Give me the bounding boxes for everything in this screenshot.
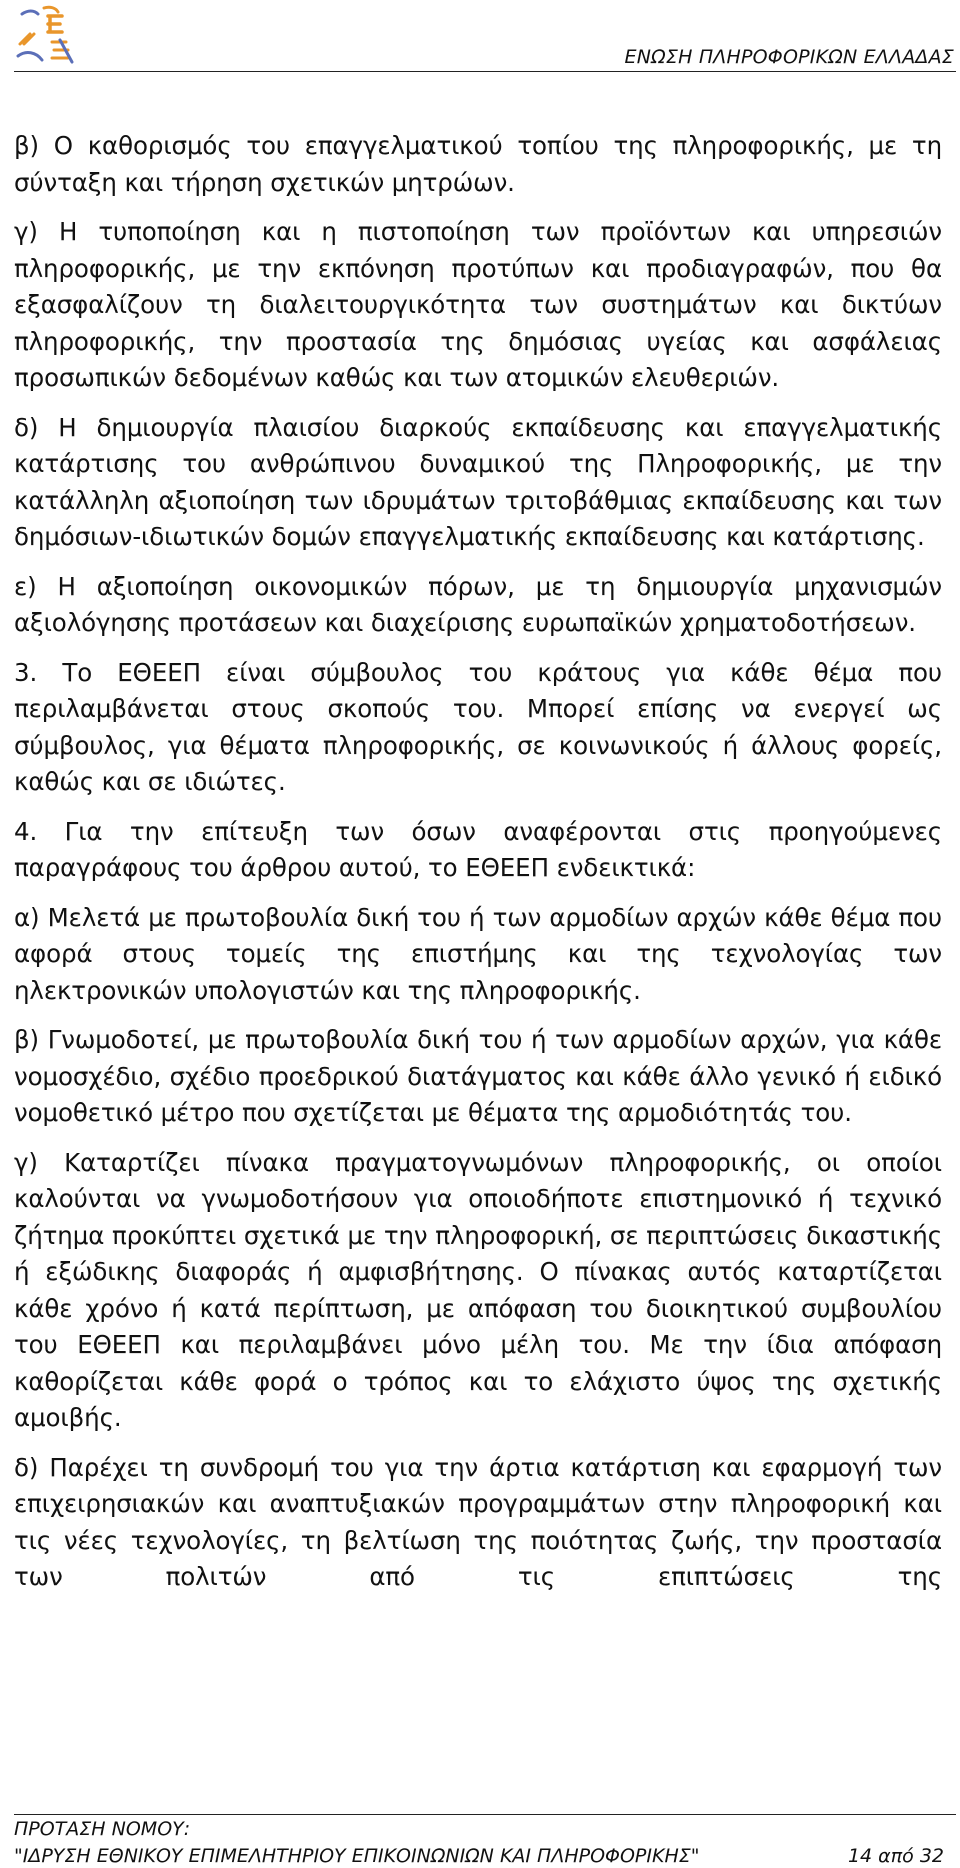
paragraph: 3. Το ΕΘΕΕΠ είναι σύμβουλος του κράτους για κάθε θέμα που περιλαμβάνεται στους σκοπούς του. Μπορεί επίσης να ενεργεί ως σύμβουλος, για θέματα πληροφορικής, σε κοινωνικούς ή άλλους φορείς, καθώς και σε ιδιώτες. — [14, 657, 942, 796]
footer-subject: "ΙΔΡΥΣΗ ΕΘΝΙΚΟΥ ΕΠΙΜΕΛΗΤΗΡΙΟΥ ΕΠΙΚΟΙΝΩΝΙΩΝ ΚΑΙ ΠΛΗΡΟΦΟΡΙΚΗΣ" — [14, 1845, 700, 1867]
paragraph: α) Μελετά με πρωτοβουλία δική του ή των αρμοδίων αρχών κάθε θέμα που αφορά στους τομείς της επιστήμης και της τεχνολογίας των ηλεκτρονικών υπολογιστών και της πληροφορικής. — [14, 902, 942, 1005]
paragraph: γ) Καταρτίζει πίνακα πραγματογνωμόνων πληροφορικής, οι οποίοι καλούνται να γνωμοδοτήσουν για οποιοδήποτε επιστημονικό ή τεχνικό ζήτημα προκύπτει σχετικά με την πληροφορική, σε περιπτώσεις δικαστικής ή εξώδικης διαφοράς ή αμφισβήτησης. Ο πίνακας αυτός καταρτίζεται κάθε χρόνο ή κατά περίπτωση, με απόφαση του διοικητικού συμβουλίου του ΕΘΕΕΠ και περιλαμβάνει μόνο μέλη του. Με την ίδια απόφαση καθορίζεται κάθε φορά ο τρόπος και το ελάχιστο ύψος της σχετικής αμοιβής. — [14, 1147, 942, 1432]
paragraph: γ) Η τυποποίηση και η πιστοποίηση των προϊόντων και υπηρεσιών πληροφορικής, με την εκπόνηση προτύπων και προδιαγραφών, που θα εξασφαλίζουν τη διαλειτουργικότητα των συστημάτων και δικτύων πληροφορικής, την προστασία της δημόσιας υγείας και ασφάλειας προσωπικών δεδομένων καθώς και των ατομικών ελευθεριών. — [14, 217, 942, 392]
paragraph: β) Γνωμοδοτεί, με πρωτοβουλία δική του ή των αρμοδίων αρχών, για κάθε νομοσχέδιο, σχέδιο προεδρικού διατάγματος και κάθε άλλο γενικό ή ειδικό νομοθετικό μέτρο που σχετίζεται με θέματα της αρμοδιότητάς του. — [14, 1025, 942, 1127]
footer-label: ΠΡΟΤΑΣΗ ΝΟΜΟΥ: — [14, 1818, 191, 1840]
page-number: 14 από 32 — [847, 1845, 944, 1867]
paragraph: δ) Παρέχει τη συνδρομή του για την άρτια κατάρτιση και εφαρμογή των επιχειρησιακών και αναπτυξιακών προγραμμάτων στην πληροφορική και τις νέες τεχνολογίες, τη βελτίωση της ποιότητας ζωής, την προστασία των πολιτών από τις επιπτώσεις της — [14, 1452, 942, 1591]
document-body — [14, 128, 942, 1609]
paragraph: ε) Η αξιοποίηση οικονομικών πόρων, με τη δημιουργία μηχανισμών αξιολόγησης προτάσεων και διαχείρισης ευρωπαϊκών χρηματοδοτήσεων. — [14, 571, 942, 637]
paragraph: 4. Για την επίτευξη των όσων αναφέρονται στις προηγούμενες παραγράφους του άρθρου αυτού, το ΕΘΕΕΠ ενδεικτικά: — [14, 816, 942, 882]
paragraph: β) Ο καθορισμός του επαγγελματικού τοπίου της πληροφορικής, με τη σύνταξη και τήρηση σχετικών μητρώων. — [14, 131, 942, 197]
epe-logo-icon — [14, 4, 86, 68]
footer-divider — [14, 1814, 956, 1815]
page-header — [14, 0, 958, 72]
header-divider — [14, 71, 956, 72]
header-title: ΕΝΩΣΗ ΠΛΗΡΟΦΟΡΙΚΩΝ ΕΛΛΑΔΑΣ — [624, 46, 954, 68]
paragraph: δ) Η δημιουργία πλαισίου διαρκούς εκπαίδευσης και επαγγελματικής κατάρτισης του ανθρώπινου δυναμικού της Πληροφορικής, με την κατάλληλη αξιοποίηση των ιδρυμάτων τριτοβάθμιας εκπαίδευσης και των δημόσιων-ιδιωτικών δομών επαγγελματικής εκπαίδευσης και κατάρτισης. — [14, 412, 942, 551]
